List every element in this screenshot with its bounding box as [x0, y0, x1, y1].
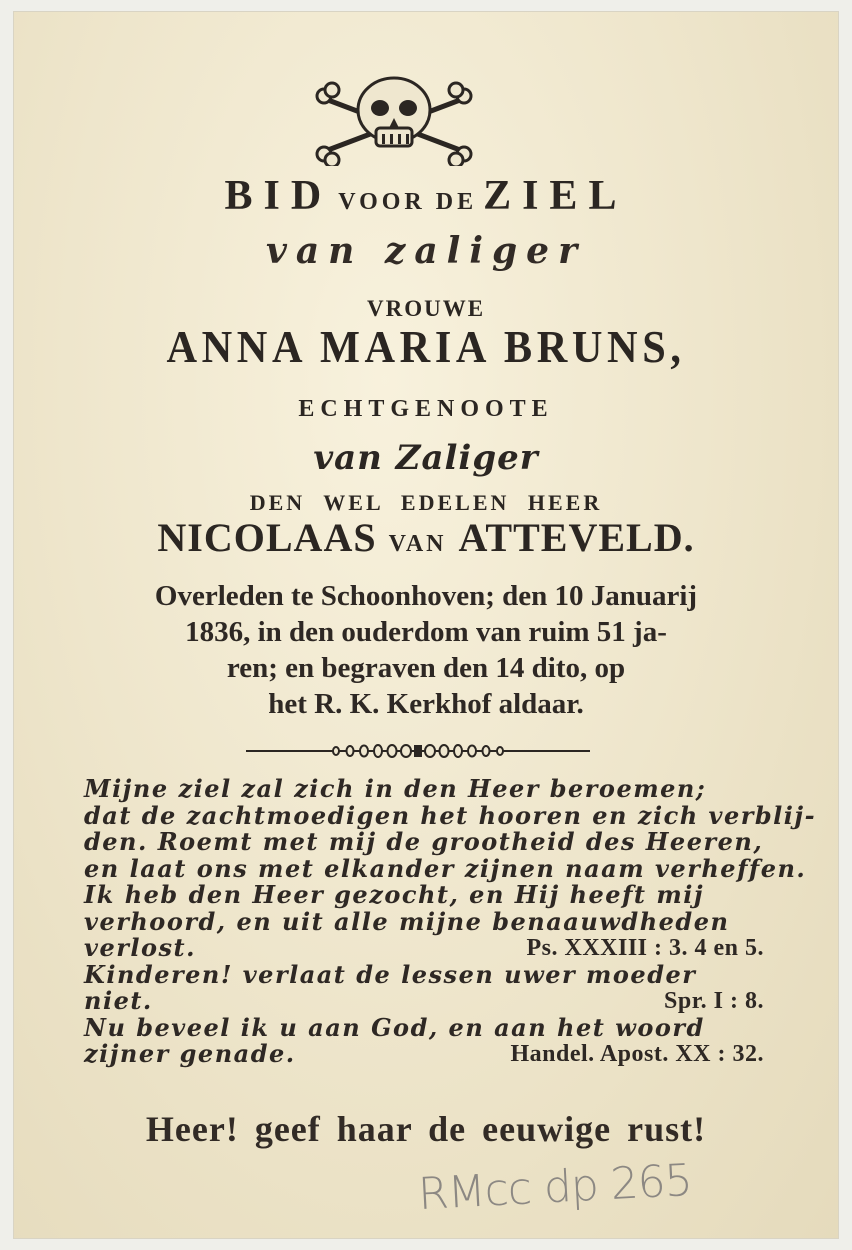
obituary-line: 1836, in den ouderdom van ruim 51 ja- — [185, 616, 667, 648]
verse-reference: Spr. I : 8. — [664, 988, 764, 1014]
skull-crossbones-icon — [310, 70, 478, 166]
verse-text: Nu beveel ik u aan God, en aan het woord — [84, 1012, 705, 1042]
husband-van: VAN — [388, 531, 447, 557]
husband-first-name: NICOLAAS — [157, 515, 377, 560]
heading-bid: BID — [224, 173, 333, 219]
heading-voor-de: VOOR DE — [338, 189, 478, 215]
verse-text: Mijne ziel zal zich in den Heer beroemen; — [84, 774, 707, 803]
memorial-card — [14, 12, 838, 1238]
closing-prayer: Heer! geef haar de eeuwige rust! — [145, 1109, 707, 1149]
heading-ziel: ZIEL — [483, 173, 628, 219]
verse-line — [84, 800, 817, 830]
verse-text: en laat ons met elkander zijnen naam verheffen. — [84, 853, 807, 883]
obituary-text — [54, 578, 798, 722]
verse-reference: Handel. Apost. XX : 32. — [510, 1041, 764, 1067]
verse-line — [84, 988, 784, 1015]
ornamental-divider — [246, 744, 590, 758]
obituary-line: ren; en begraven den 14 dito, op — [226, 652, 626, 684]
verse-reference: Ps. XXXIII : 3. 4 en 5. — [526, 935, 764, 961]
vrouwe-title: VROUWE — [366, 296, 486, 321]
verse-line — [84, 959, 784, 989]
verse-text: zijner genade. — [84, 1039, 296, 1068]
verse-line — [84, 1012, 784, 1042]
van-zaliger: van zaliger — [265, 230, 587, 272]
verse-text: dat de zachtmoedigen het hooren en zich verblij- — [84, 800, 817, 830]
verse-text: verhoord, en uit alle mijne benaauwdheden — [84, 906, 730, 936]
verse-line — [84, 776, 784, 803]
verse-text: Kinderen! verlaat de lessen uwer moeder — [84, 959, 697, 989]
honorific-line: DEN WEL EDELEN HEER — [249, 490, 603, 515]
verse-line — [84, 829, 784, 856]
verse-line — [84, 906, 784, 936]
husband-name — [14, 514, 838, 561]
verse-text: niet. — [84, 986, 153, 1015]
obituary-line: Overleden te Schoonhoven; den 10 Januarij — [154, 580, 698, 612]
van-zaliger-spouse: van Zaliger — [313, 438, 539, 478]
handwritten-catalog-mark: RMcc dp 265 — [416, 1154, 693, 1221]
heading — [14, 172, 838, 220]
husband-last-name: ATTEVELD. — [458, 515, 695, 560]
verse-text: den. Roemt met mij de grootheid des Heeren, — [84, 827, 764, 856]
verse-text: verlost. — [84, 933, 196, 962]
verse-text: Ik heb den Heer gezocht, en Hij heeft mij — [84, 880, 705, 909]
echtgenoote-label: ECHTGENOOTE — [298, 396, 554, 422]
verse-line — [84, 853, 807, 883]
verse-line — [84, 935, 784, 962]
deceased-name: ANNA MARIA BRUNS, — [166, 321, 686, 372]
obituary-line: het R. K. Kerkhof aldaar. — [268, 688, 584, 720]
scripture-verses — [84, 774, 817, 1068]
verse-line — [84, 882, 784, 909]
verse-line — [84, 1041, 784, 1068]
